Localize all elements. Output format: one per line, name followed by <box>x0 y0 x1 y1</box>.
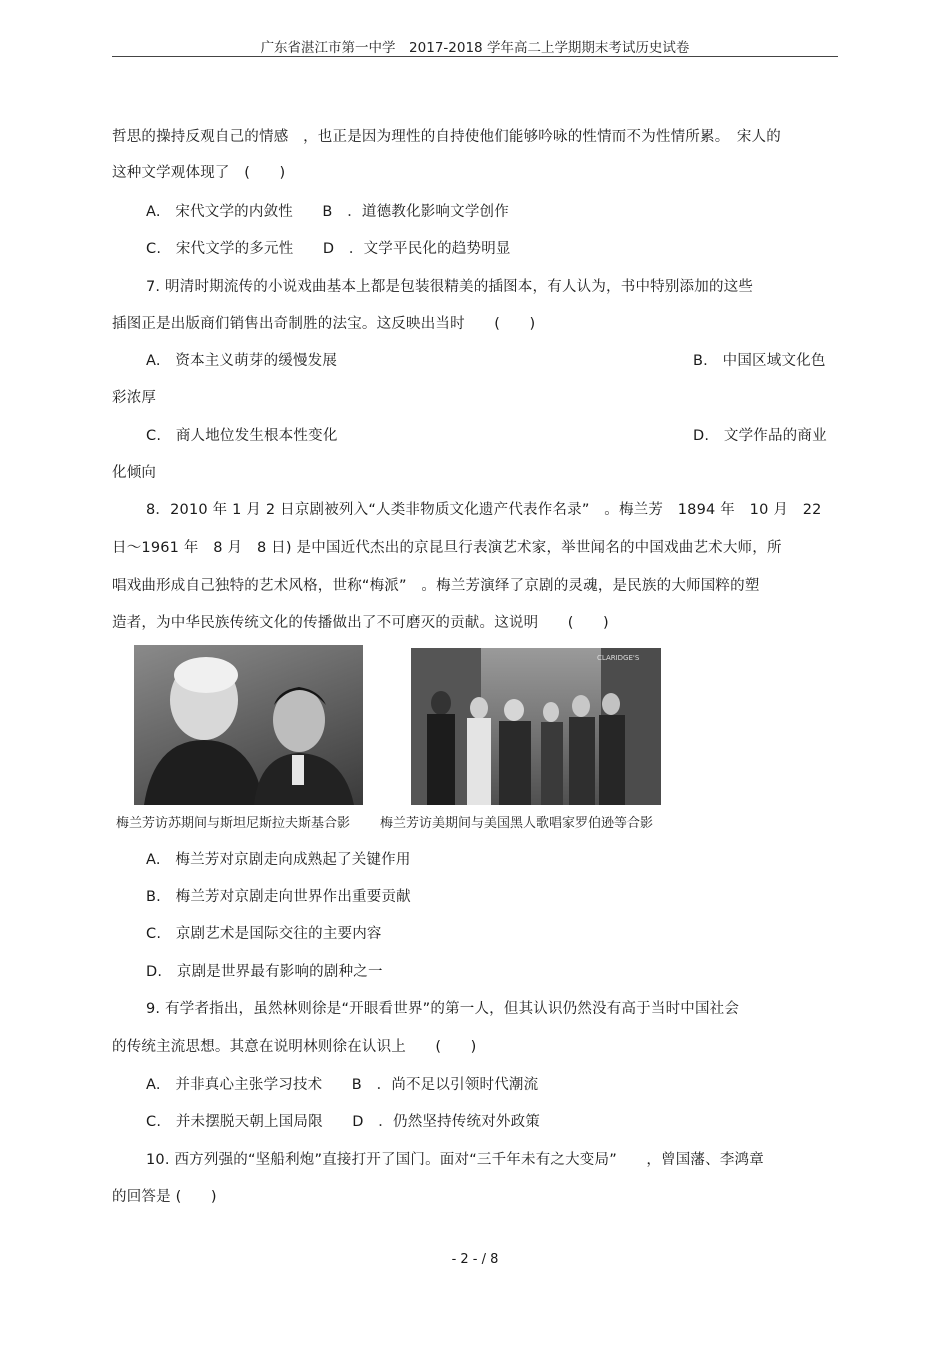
photo-sign-text: CLARIDGE'S <box>597 654 640 662</box>
option-line: C. 并未摆脱天朝上国局限 D ．仍然坚持传统对外政策 <box>146 1114 540 1130</box>
photo-mei-stanislavski-figures <box>134 645 363 805</box>
photo-caption: 梅兰芳访苏期间与斯坦尼斯拉夫斯基合影 <box>116 816 351 831</box>
option-a: A. 资本主义萌芽的缓慢发展 <box>146 353 338 369</box>
photo-mei-robeson <box>411 648 661 805</box>
text-line: 插图正是出版商们销售出奇制胜的法宝。这反映出当时 ( ) <box>112 316 536 332</box>
option-line: A. 并非真心主张学习技术 B ．尚不足以引领时代潮流 <box>146 1077 539 1093</box>
option-d: D. 京剧是世界最有影响的剧种之一 <box>146 964 383 980</box>
text-line: 彩浓厚 <box>112 390 157 406</box>
text-line: 这种文学观体现了 ( ) <box>112 165 286 181</box>
option-b: B. 梅兰芳对京剧走向世界作出重要贡献 <box>146 889 411 905</box>
page-header: 广东省湛江市第一中学 2017-2018 学年高二上学期期末考试历史试卷 <box>260 40 690 56</box>
option-c: C. 京剧艺术是国际交往的主要内容 <box>146 926 382 942</box>
option-b: B. 中国区域文化色 <box>693 353 826 369</box>
question-10: 10. 西方列强的“坚船利炮”直接打开了国门。面对“三千年未有之大变局” ，曾国藩、李鸿章 <box>146 1152 764 1168</box>
photo-caption: 梅兰芳访美期间与美国黑人歌唱家罗伯逊等合影 <box>380 816 654 831</box>
option-line: A. 宋代文学的内敛性 B ．道德教化影响文学创作 <box>146 204 509 220</box>
page-number: - 2 - / 8 <box>451 1252 499 1267</box>
text-line: 的传统主流思想。其意在说明林则徐在认识上 ( ) <box>112 1039 477 1055</box>
option-d: D. 文学作品的商业 <box>693 428 827 444</box>
question-9: 9. 有学者指出，虽然林则徐是“开眼看世界”的第一人，但其认识仍然没有高于当时中国社会 <box>146 1001 740 1017</box>
text-line: 化倾向 <box>112 465 157 481</box>
question-8: 8．2010 年 1 月 2 日京剧被列入“人类非物质文化遗产代表作名录” 。梅兰芳 1894 年 10 月 22 <box>146 502 822 518</box>
option-c: C. 商人地位发生根本性变化 <box>146 428 338 444</box>
question-7: 7. 明清时期流传的小说戏曲基本上都是包装很精美的插图本，有人认为，书中特别添加的这些 <box>146 279 754 295</box>
text-line: 日～1961 年 8 月 8 日) 是中国近代杰出的京昆旦行表演艺术家，举世闻名的中国戏曲艺术大师，所 <box>112 540 782 556</box>
header-rule <box>112 56 838 57</box>
text-line: 造者，为中华民族传统文化的传播做出了不可磨灭的贡献。这说明 ( ) <box>112 615 609 631</box>
photo-mei-robeson-figures <box>411 648 661 805</box>
option-line: C. 宋代文学的多元性 D ．文学平民化的趋势明显 <box>146 241 511 257</box>
text-line: 的回答是 ( ) <box>112 1189 217 1205</box>
text-line: 哲思的操持反观自己的情感 ，也正是因为理性的自持使他们能够吟咏的性情而不为性情所累。 宋人的 <box>112 129 781 145</box>
text-line: 唱戏曲形成自己独特的艺术风格，世称“梅派” 。梅兰芳演绎了京剧的灵魂，是民族的大师国粹的塑 <box>112 578 760 594</box>
photo-mei-stanislavski <box>134 645 363 805</box>
option-a: A. 梅兰芳对京剧走向成熟起了关键作用 <box>146 852 411 868</box>
